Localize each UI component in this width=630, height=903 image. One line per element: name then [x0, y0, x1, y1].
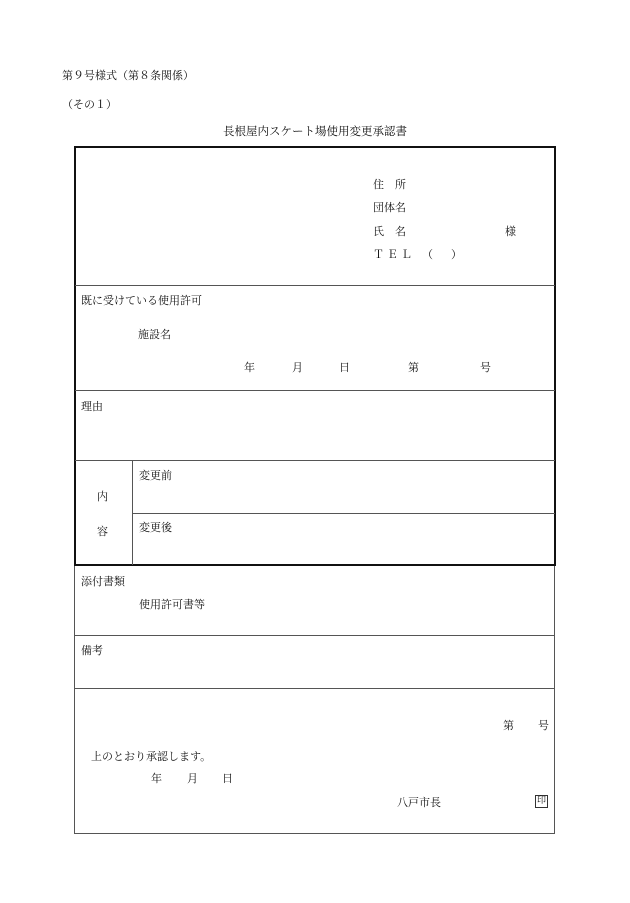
- content-side-label-2: 容: [97, 525, 108, 538]
- attachments-item: 使用許可書等: [139, 598, 205, 611]
- sub-number: （その１）: [62, 98, 117, 111]
- divider-attachments: [75, 635, 555, 636]
- divider-applicant: [75, 285, 555, 286]
- seal-mark: 印: [537, 796, 547, 806]
- approval-statement: 上のとおり承認します。: [91, 750, 212, 763]
- approval-day-label: 日: [222, 772, 233, 785]
- permit-year-label: 年: [244, 361, 255, 374]
- permit-dai-label: 第: [408, 361, 419, 374]
- form-number: 第９号様式（第８条関係）: [62, 69, 194, 82]
- reason-label: 理由: [81, 400, 103, 413]
- approval-dai-label: 第: [503, 719, 514, 732]
- form-title: 長根屋内スケート場使用変更承認書: [223, 124, 407, 138]
- permit-go-label: 号: [480, 361, 491, 374]
- divider-content-side: [132, 461, 133, 565]
- divider-before-after: [133, 513, 555, 514]
- name-label: 氏 名: [373, 225, 406, 238]
- group-name-label: 団体名: [373, 201, 406, 214]
- approval-year-label: 年: [151, 772, 162, 785]
- issuer-mayor: 八戸市長: [397, 796, 441, 809]
- existing-permit-heading: 既に受けている使用許可: [81, 294, 202, 307]
- tel-paren-open: （: [422, 248, 433, 261]
- address-label: 住 所: [373, 178, 406, 191]
- permit-day-label: 日: [339, 361, 350, 374]
- approval-month-label: 月: [187, 772, 198, 785]
- after-change-label: 変更後: [139, 521, 172, 534]
- before-change-label: 変更前: [139, 469, 172, 482]
- attachments-label: 添付書類: [81, 575, 125, 588]
- honorific-sama: 様: [505, 225, 516, 238]
- tel-paren-close: ）: [451, 248, 462, 261]
- divider-remarks: [75, 688, 555, 689]
- divider-permit: [75, 390, 555, 391]
- facility-name-label: 施設名: [138, 328, 171, 341]
- divider-reason: [75, 460, 555, 461]
- permit-month-label: 月: [292, 361, 303, 374]
- content-side-label-1: 内: [97, 490, 108, 503]
- form-main-frame: [74, 146, 556, 566]
- approval-go-label: 号: [538, 719, 549, 732]
- tel-label: ＴＥＬ: [373, 248, 415, 261]
- remarks-label: 備考: [81, 644, 103, 657]
